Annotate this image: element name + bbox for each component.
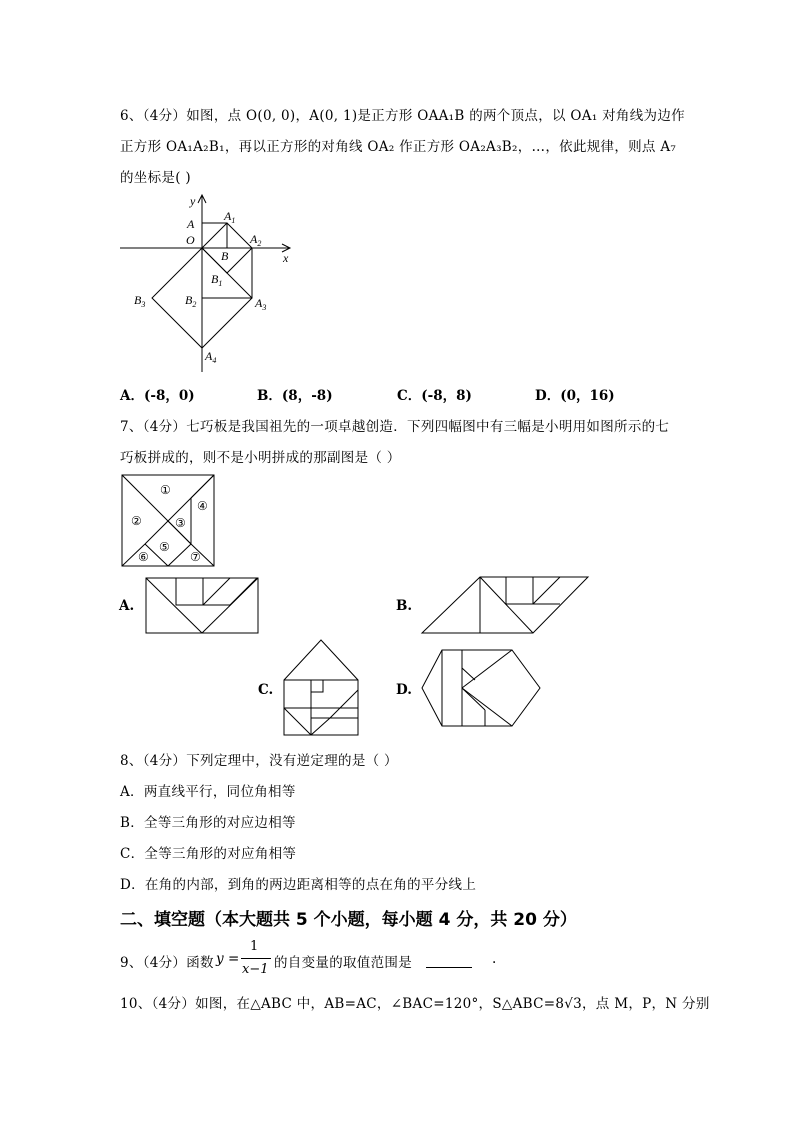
q6-option-d[interactable]: D．(0，16) <box>535 388 615 404</box>
piece-2: ② <box>131 514 142 528</box>
figure-b <box>422 577 588 633</box>
q6-option-a[interactable]: A．(-8，0) <box>120 388 195 404</box>
q6-line1: 6、（4分）如图，点 O(0, 0)，A(0, 1)是正方形 OAA₁B 的两个顶点，以 OA₁ 对角线为边作 <box>120 108 685 124</box>
piece-1: ① <box>160 483 171 497</box>
label-x: x <box>283 251 289 265</box>
svg-text:A4: $A_4$ <box>205 349 217 365</box>
figure-a <box>146 578 258 633</box>
figure-d <box>422 650 540 726</box>
q9-y: y <box>216 951 224 967</box>
piece-4: ④ <box>197 499 208 513</box>
q6-line3: 的坐标是( ) <box>120 170 191 186</box>
label-y: y <box>190 194 196 208</box>
q10-line1: 10、（4分）如图，在△ABC 中，AB=AC，∠BAC=120°，S△ABC=8√3，点 M，P，N 分别 <box>120 996 710 1012</box>
piece-3: ③ <box>175 516 186 530</box>
q7-line2: 巧板拼成的，则不是小明拼成的那副图是（ ） <box>120 450 401 466</box>
svg-text:B2: $B_2$ <box>185 293 197 309</box>
q9-eq: = <box>228 951 240 967</box>
section-heading: 二、填空题（本大题共 5 个小题，每小题 4 分，共 20 分） <box>120 910 577 930</box>
q8-stem: 8、（4分）下列定理中，没有逆定理的是（ ） <box>120 753 398 769</box>
figure-c <box>284 640 358 735</box>
piece-5: ⑤ <box>159 540 170 554</box>
q9-suffix: 的自变量的取值范围是 <box>274 955 412 971</box>
q9-numerator: 1 <box>250 939 259 954</box>
q9-end: . <box>492 951 497 967</box>
q7-option-b[interactable]: B. <box>396 598 413 614</box>
piece-7: ⑦ <box>190 550 201 564</box>
q7-option-a[interactable]: A. <box>119 598 135 614</box>
label-A: A <box>187 217 195 231</box>
q8-option-d[interactable]: D．在角的内部，到角的两边距离相等的点在角的平分线上 <box>120 877 477 893</box>
q8-option-c[interactable]: C．全等三角形的对应角相等 <box>120 846 297 862</box>
q7-line1: 7、（4分）七巧板是我国祖先的一项卓越创造．下列四幅图中有三幅是小明用如图所示的七 <box>120 419 670 435</box>
q8-option-b[interactable]: B．全等三角形的对应边相等 <box>120 815 296 831</box>
q8-option-a[interactable]: A．两直线平行，同位角相等 <box>120 784 296 800</box>
q6-option-c[interactable]: C．(-8，8) <box>397 388 472 404</box>
svg-text:B1: $B_1$ <box>211 272 223 288</box>
q9-denominator: x−1 <box>242 962 269 977</box>
q6-line2: 正方形 OA₁A₂B₁，再以正方形的对角线 OA₂ 作正方形 OA₂A₃B₂，…，依此规律，则点 A₇ <box>120 139 677 155</box>
q9-prefix: 9、（4分）函数 <box>120 955 214 971</box>
svg-text:A1: $A_1$ <box>224 209 236 225</box>
label-B: B <box>221 249 229 263</box>
svg-text:A2: $A_2$ <box>250 232 262 248</box>
q9-fraction-bar <box>241 958 271 959</box>
q6-option-b[interactable]: B．(8，-8) <box>257 388 333 404</box>
q7-option-d[interactable]: D. <box>396 682 412 698</box>
svg-text:A3: $A_3$ <box>255 296 267 312</box>
q7-option-c[interactable]: C. <box>258 682 274 698</box>
piece-6: ⑥ <box>138 550 149 564</box>
q9-answer-blank[interactable] <box>426 967 472 968</box>
label-O: O <box>186 233 195 247</box>
svg-text:B3: $B_3$ <box>134 293 146 309</box>
